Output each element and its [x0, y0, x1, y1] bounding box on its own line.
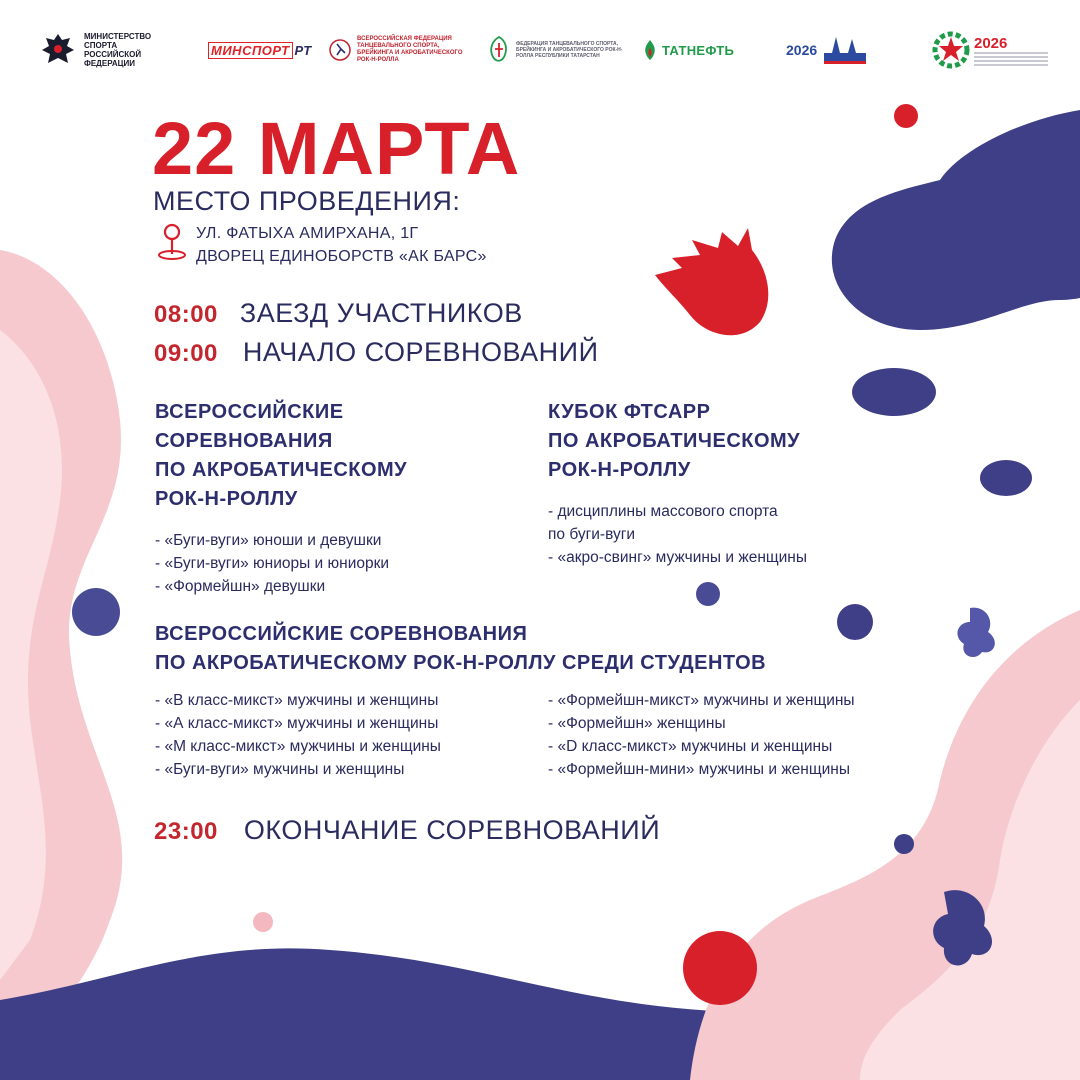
- federation-rt-icon: [486, 35, 512, 65]
- venue-address: УЛ. ФАТЫХА АМИРХАНА, 1Г: [196, 225, 419, 242]
- dancer-icon: [328, 38, 352, 62]
- section-title-line: РОК-Н-РОЛЛУ: [155, 488, 298, 510]
- schedule-event: ОКОНЧАНИЕ СОРЕВНОВАНИЙ: [243, 815, 661, 845]
- schedule-time: 08:00: [154, 301, 218, 328]
- section-title-line: ПО АКРОБАТИЧЕСКОМУ РОК-Н-РОЛЛУ СРЕДИ СТУДЕНТОВ: [155, 652, 767, 674]
- section-title-students: [155, 620, 766, 678]
- section-title-line: СОРЕВНОВАНИЯ: [155, 430, 333, 452]
- logo-fine-print: [974, 52, 1048, 66]
- list-item: по буги-вуги: [548, 526, 636, 543]
- navy-dot-mid: [696, 582, 720, 606]
- schedule-event: НАЧАЛО СОРЕВНОВАНИЙ: [242, 337, 599, 367]
- tatneft-flame-icon: [642, 39, 658, 61]
- year-unity-logo-text: 2026: [786, 42, 818, 58]
- navy-dot-left: [72, 588, 120, 636]
- ministry-logo: [38, 22, 174, 78]
- gear-star-icon: [930, 29, 972, 71]
- section-title-all-russian: [155, 398, 407, 514]
- section-title-line: РОК-Н-РОЛЛУ: [548, 459, 691, 481]
- year-2026-logo: [930, 22, 1048, 78]
- minsport-rt-logo: МИНСПОРТ РТ: [208, 22, 314, 78]
- year-2026-logo-text: 2026: [974, 34, 1008, 52]
- red-dot-top: [894, 104, 918, 128]
- minsport-logo-text: МИНСПОРТ: [208, 42, 293, 59]
- tatneft-logo-text: ТАТНЕФТЬ: [662, 42, 735, 58]
- eagle-emblem-icon: [38, 30, 78, 70]
- ministry-logo-text: МИНИСТЕРСТВО СПОРТА РОССИЙСКОЙ ФЕДЕРАЦИИ: [84, 32, 152, 68]
- section-title-cup: [548, 398, 800, 485]
- list-item: - «D класс-микст» мужчины и женщины: [548, 738, 833, 755]
- section-title-line: ПО АКРОБАТИЧЕСКОМУ: [548, 430, 801, 452]
- top-right-navy-blob: [832, 110, 1080, 330]
- federation-rt-logo: [486, 22, 631, 78]
- list-item: - «А класс-микст» мужчины и женщины: [155, 715, 439, 732]
- section-title-line: ВСЕРОССИЙСКИЕ: [155, 401, 344, 423]
- tatneft-logo: [642, 22, 734, 78]
- list-item: - «Формейшн-микст» мужчины и женщины: [548, 692, 855, 709]
- section-title-line: ВСЕРОССИЙСКИЕ СОРЕВНОВАНИЯ: [155, 623, 528, 645]
- schedule-time: 23:00: [154, 818, 218, 845]
- list-item: - дисциплины массового спорта: [548, 503, 778, 520]
- list-item: - «Формейшн» женщины: [548, 715, 726, 732]
- schedule-time: 09:00: [154, 340, 218, 367]
- list-all-russian: [155, 529, 389, 598]
- federation-rt-logo-text: ФЕДЕРАЦИЯ ТАНЦЕВАЛЬНОГО СПОРТА, БРЕЙКИНГА И АКРОБАТИЧЕСКОГО РОК-Н-РОЛЛА РЕСПУБЛИКИ ТАТАРСТАН: [516, 41, 623, 59]
- year-unity-logo: [786, 22, 870, 78]
- list-item: - «М класс-микст» мужчины и женщины: [155, 738, 441, 755]
- list-item: - «Формейшн-мини» мужчины и женщины: [548, 761, 850, 778]
- list-item: - «Буги-вуги» юноши и девушки: [155, 532, 382, 549]
- schedule-row-arrival: [154, 298, 523, 329]
- navy-dot-small: [894, 834, 914, 854]
- federation-logo: [328, 22, 477, 78]
- list-item: - «Буги-вуги» мужчины и женщины: [155, 761, 405, 778]
- federation-logo-text: ВСЕРОССИЙСКАЯ ФЕДЕРАЦИЯ ТАНЦЕВАЛЬНОГО СПОРТА, БРЕЙКИНГА И АКРОБАТИЧЕСКОГО РОК-Н-РОЛЛА: [357, 36, 463, 63]
- list-item: - «Формейшн» девушки: [155, 578, 326, 595]
- event-date: 22 МАРТА: [152, 107, 521, 190]
- schedule-row-start: [154, 337, 598, 368]
- list-item: - «акро-свинг» мужчины и женщины: [548, 549, 807, 566]
- section-title-line: КУБОК ФТСАРР: [548, 401, 711, 423]
- venue-place: ДВОРЕЦ ЕДИНОБОРСТВ «АК БАРС»: [196, 248, 487, 265]
- logo-bar: [0, 22, 1080, 78]
- list-item: - «Буги-вуги» юниоры и юниорки: [155, 555, 390, 572]
- list-students-right: [548, 689, 855, 781]
- monument-icon: [820, 33, 870, 67]
- pink-dot: [253, 912, 273, 932]
- red-dot-bottom: [683, 931, 757, 1005]
- red-tulip: [655, 228, 768, 335]
- navy-pebble-small: [980, 460, 1032, 496]
- schedule-event: ЗАЕЗД УЧАСТНИКОВ: [239, 298, 523, 328]
- navy-dot-right: [837, 604, 873, 640]
- venue-title: МЕСТО ПРОВЕДЕНИЯ:: [153, 186, 461, 216]
- list-students-left: [155, 689, 441, 781]
- navy-pebble: [852, 368, 936, 416]
- location-pin-icon: [156, 222, 188, 264]
- schedule-row-end: [154, 815, 660, 846]
- list-item: - «В класс-микст» мужчины и женщины: [155, 692, 439, 709]
- list-cup: [548, 500, 807, 569]
- navy-flower-top: [957, 608, 994, 657]
- section-title-line: ПО АКРОБАТИЧЕСКОМУ: [155, 459, 408, 481]
